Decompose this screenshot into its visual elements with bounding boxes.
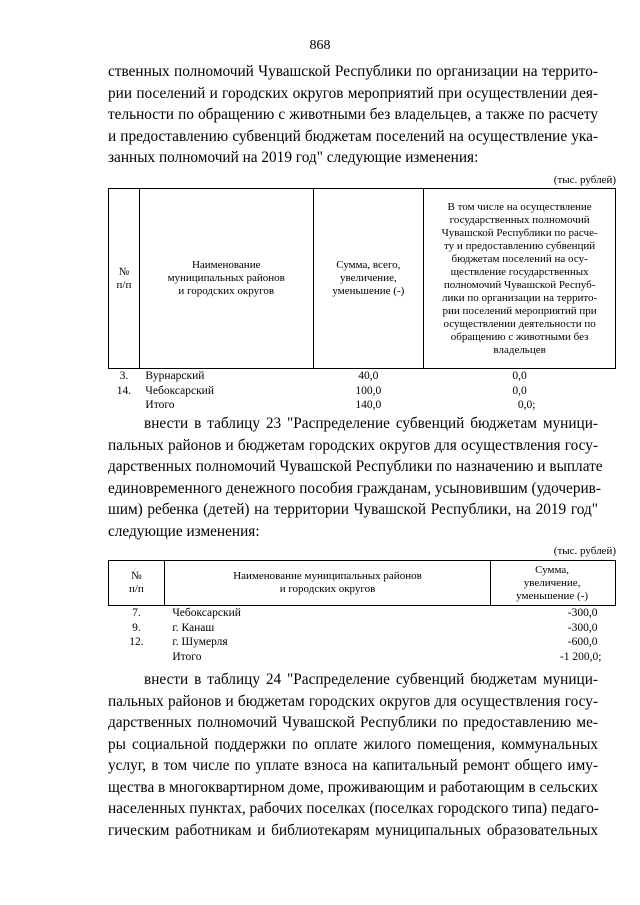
text-line: внести в таблицу 23 "Распределение субвенций бюджетам муници- [144,415,598,432]
table-row [109,384,616,399]
header-name: Наименование муниципальных районов и городских округов [164,561,490,606]
row-num: 14. [116,384,132,397]
header-name: Наименование муниципальных районов и городских округов [139,189,313,369]
text-line: ры социальной поддержки по оплате жилого помещения, коммунальных [108,735,598,753]
table1-header-row [109,189,616,369]
text-line: щества в многоквартирном доме, проживающим и работающим в сельских [108,778,598,796]
table-row [109,650,616,665]
row-incl: 0,0 [512,384,527,397]
row-name: г. Канаш [172,621,215,634]
table-row [109,606,616,621]
paragraph-table23 [108,413,603,542]
table-row [109,621,616,636]
text-line: дарственных полномочий Чувашской Республики по предоставлению ме- [108,714,598,731]
row-sum: -300,0 [567,621,598,634]
text-line: населенных пунктах, рабочих поселках (поселках городского типа) педаго- [108,800,599,817]
row-name: г. Шумерля [172,636,228,648]
text-line: гическим работникам и библиотекарям муниципальных образовательных [108,821,598,839]
text-line: единовременного денежного пособия гражданам, усыновившим (удочерив- [108,479,601,497]
table1-units: (тыс. рублей) [553,174,616,186]
paragraph-table24 [108,669,598,841]
row-num: 7. [132,607,141,619]
row-sum: 40,0 [358,370,379,382]
row-num: 12. [129,636,144,648]
text-line: услуг, в том числе по уплате взноса на капитальный ремонт общего иму- [108,757,598,774]
header-num: № п/п [109,189,140,369]
header-including: В том числе на осуществление государственных полномочий Чувашской Республики по расче- ту и предоставлению субвенций бюджетам поселений на осу- ществление государственных полномочий Чувашской Респуб- лики по организации на террито- рии поселений мероприятий при осуществлении деятельности по обращению с животными без владельцев [424,189,616,369]
paragraph-intro [108,61,598,169]
text-line: шим) ребенка (детей) на территории Чувашской Республики, на 2019 год" [108,501,598,518]
row-incl: 0,0 [512,370,527,382]
table2-units: (тыс. рублей) [553,545,616,557]
row-sum: 100,0 [355,384,382,397]
table-2 [108,560,616,664]
header-sum: Сумма, всего, увеличение, уменьшение (-) [313,189,424,369]
header-sum: Сумма, увеличение, уменьшение (-) [491,561,616,606]
text-line: следующие изменения: [108,522,260,540]
row-num: 9. [132,621,141,634]
row-name: Итого [172,650,202,663]
table-row [109,369,616,384]
row-sum: 140,0 [355,399,382,411]
row-sum: -300,0 [567,607,598,619]
row-num: 3. [119,370,129,382]
text-line: тельности по обращению с животными без владельцев, а также по расчету [108,106,598,123]
text-line: и предоставлению субвенций бюджетам поселений на осуществление ука- [108,127,598,145]
text-line: дарственных полномочий Чувашской Республики по назначению и выплате [108,458,603,475]
page-number: 868 [309,38,331,53]
text-line: пальных районов и бюджетам городских округов для осуществления госу- [108,692,598,710]
row-num [109,398,140,413]
text-line: внести в таблицу 24 "Распределение субвенций бюджетам муници- [144,671,598,688]
row-name: Чебоксарский [145,384,214,397]
row-sum: -600,0 [567,636,598,648]
row-num [109,650,165,665]
table2-header-row [109,561,616,606]
text-line: ственных полномочий Чувашской Республики по организации на террито- [108,63,598,80]
header-num: № п/п [109,561,165,606]
text-line: рии поселений и городских округов мероприятий при осуществлении дея- [108,84,598,102]
text-line: пальных районов и бюджетам городских округов для осуществления госу- [108,436,598,454]
table-row [109,398,616,413]
row-incl: 0,0; [517,399,536,411]
table-1 [108,188,616,413]
row-name: Итого [145,399,175,411]
row-sum: -1 200,0; [559,650,602,663]
row-name: Вурнарский [145,370,205,382]
text-line: занных полномочий на 2019 год" следующие изменения: [108,149,479,166]
table-row [109,635,616,650]
row-name: Чебоксарский [172,607,241,619]
